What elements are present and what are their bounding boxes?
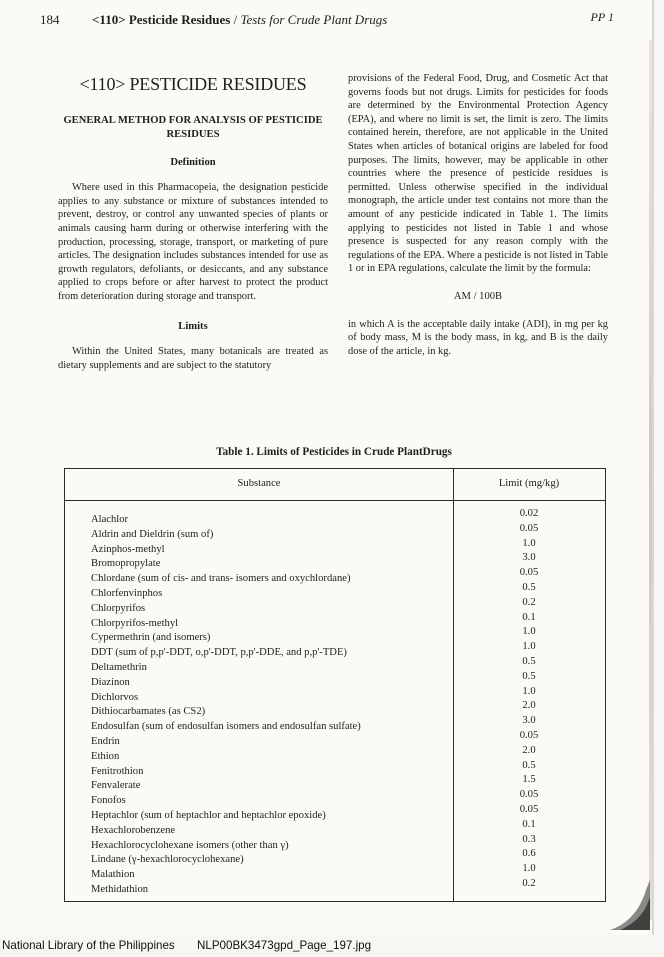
page-edge: [649, 40, 652, 920]
table-row-limit: 0.1: [522, 818, 536, 830]
table-row-substance: Diazinon: [91, 676, 130, 688]
definition-paragraph: Where used in this Pharmacopeia, the designation pesticide applies to any substance or mixture of substances intended to prevent, destroy, or control any unwanted species of plants or animals causing harm during or otherwise interfering with the production, processing, storage, transport, or marketing of pure articles. The designation includes substances intended for use as growth regulators, defoliants, or desiccants, and any substance applied to crops before or after harvest to protect the product from deterioration during storage and transport.: [58, 182, 328, 302]
table-row-substance: Chlorpyrifos-methyl: [91, 617, 179, 629]
limit-formula: AM / 100B: [453, 290, 503, 302]
column-header-limit: Limit (mg/kg): [498, 478, 560, 489]
table-row-limit: 0.5: [522, 581, 536, 593]
table-row-substance: Chlorfenvinphos: [91, 587, 163, 599]
limit-list: [453, 507, 605, 892]
table-row-limit: 1.0: [522, 685, 536, 697]
table-row-limit: 0.5: [522, 670, 536, 682]
table-row-limit: 0.3: [522, 833, 536, 845]
section-heading: GENERAL METHOD FOR ANALYSIS OF PESTICIDE RESIDUES: [63, 114, 323, 140]
running-title-separator: /: [233, 12, 238, 27]
table-row-limit: 0.05: [519, 567, 539, 579]
table-row-substance: Aldrin and Dieldrin (sum of): [91, 528, 214, 540]
running-title: [92, 12, 387, 28]
binding-shadow: [610, 880, 650, 930]
corner-mark: PP 1: [590, 10, 614, 24]
table-row-substance: Dithiocarbamates (as CS2): [91, 706, 206, 718]
table-row-substance: Fenitrothion: [91, 765, 144, 777]
table-row-substance: Lindane (γ-hexachlorocyclohexane): [91, 854, 244, 866]
table-row-substance: Cypermethrin (and isomers): [91, 632, 211, 644]
header-divider: [65, 500, 605, 501]
table-row-limit: 2.0: [522, 744, 536, 756]
footer-library: National Library of the Philippines: [2, 939, 175, 952]
table-caption: Table 1. Limits of Pesticides in Crude PlantDrugs: [216, 446, 452, 458]
column-header-substance: Substance: [237, 478, 281, 489]
table-row-limit: 0.05: [519, 522, 539, 534]
footer-filename: NLP00BK3473gpd_Page_197.jpg: [197, 939, 372, 952]
table-row-substance: Malathion: [91, 869, 135, 881]
table-row-limit: 3.0: [522, 552, 536, 564]
table-row-substance: Chlorpyrifos: [91, 602, 146, 614]
table-row-limit: 0.5: [522, 655, 536, 667]
table-row-substance: Chlordane (sum of cis- and trans- isomers and oxychlordane): [91, 573, 351, 585]
table-row-limit: 0.05: [519, 803, 539, 815]
table-row-limit: 0.2: [522, 596, 536, 608]
table-row-limit: 0.05: [519, 729, 539, 741]
table-row-substance: Hexachlorobenzene: [91, 824, 176, 836]
table-row-limit: 1.0: [522, 537, 536, 549]
limits-heading: Limits: [178, 320, 208, 332]
table-row-substance: Methidathion: [91, 883, 149, 895]
table-row-limit: 1.0: [522, 626, 536, 638]
running-title-italic: Tests for Crude Plant Drugs: [240, 12, 388, 27]
right-column: [348, 72, 608, 370]
table-row-limit: 1.0: [522, 863, 536, 875]
limits-paragraph-continued: provisions of the Federal Food, Drug, and Cosmetic Act that governs foods but not drugs. Limits for pesticides for foods are determined by the Environmental Protection Agency (EPA), and where no limit is set, the limit is zero. The limits contained herein, therefore, are not applicable in the United States when articles of botanical origins are labeled for food purposes. The limits, however, may be applicable in other countries where the presence of pesticide residues is permitted. Unless otherwise specified in the individual monograph, the article under test contains not more than the amount of any pesticide indicated in Table 1. The limits applying to pesticides not listed in Table 1 and whose presence is suspected for any reason comply with the regulations of the EPA. Where a pesticide is not listed in Table 1 or in EPA regulations, calculate the limit by the formula:: [348, 73, 608, 275]
table-row-limit: 1.5: [522, 774, 536, 786]
table-row-substance: Ethion: [91, 750, 120, 762]
table-row-substance: Bromopropylate: [91, 558, 161, 570]
table-row-substance: Heptachlor (sum of heptachlor and heptachlor epoxide): [91, 809, 326, 821]
table-row-limit: 0.05: [519, 789, 539, 801]
page-number: 184: [40, 12, 60, 27]
table-row-substance: Dichlorvos: [91, 691, 139, 703]
table-row-substance: Deltamethrin: [91, 661, 147, 673]
table-row-limit: 0.6: [522, 848, 536, 860]
chapter-title: <110> PESTICIDE RESIDUES: [79, 74, 307, 94]
substance-list: [91, 513, 361, 898]
formula-explanation: in which A is the acceptable daily intake (ADI), in mg per kg of body mass, M is the body mass, in kg, and B is the daily dose of the article, in kg.: [348, 318, 608, 357]
table-row-substance: Endrin: [91, 735, 120, 747]
running-title-bold: <110> Pesticide Residues: [92, 12, 231, 27]
table-row-limit: 1.0: [522, 641, 536, 653]
table-row-limit: 0.2: [522, 877, 536, 889]
definition-heading: Definition: [170, 156, 216, 168]
table-row-limit: 0.5: [522, 759, 536, 771]
pesticide-limits-table: [64, 468, 606, 902]
table-row-substance: Fonofos: [91, 795, 126, 807]
table-row-substance: Hexachlorocyclohexane isomers (other than γ): [91, 839, 289, 851]
table-row-limit: 3.0: [522, 715, 536, 727]
table-row-substance: DDT (sum of p,p'-DDT, o,p'-DDT, p,p'-DDE, and p,p'-TDE): [91, 647, 347, 659]
left-column: [58, 70, 328, 384]
table-row-limit: 0.1: [522, 611, 536, 623]
limits-paragraph-start: Within the United States, many botanicals are treated as dietary supplements and are subject to the statutory: [58, 346, 328, 371]
table-row-substance: Endosulfan (sum of endosulfan isomers and endosulfan sulfate): [91, 721, 361, 733]
table-row-limit: 2.0: [522, 700, 536, 712]
table-row-substance: Alachlor: [91, 514, 129, 525]
table-row-substance: Fenvalerate: [91, 780, 141, 792]
table-row-limit: 0.02: [519, 508, 539, 519]
table-row-substance: Azinphos-methyl: [91, 543, 165, 555]
